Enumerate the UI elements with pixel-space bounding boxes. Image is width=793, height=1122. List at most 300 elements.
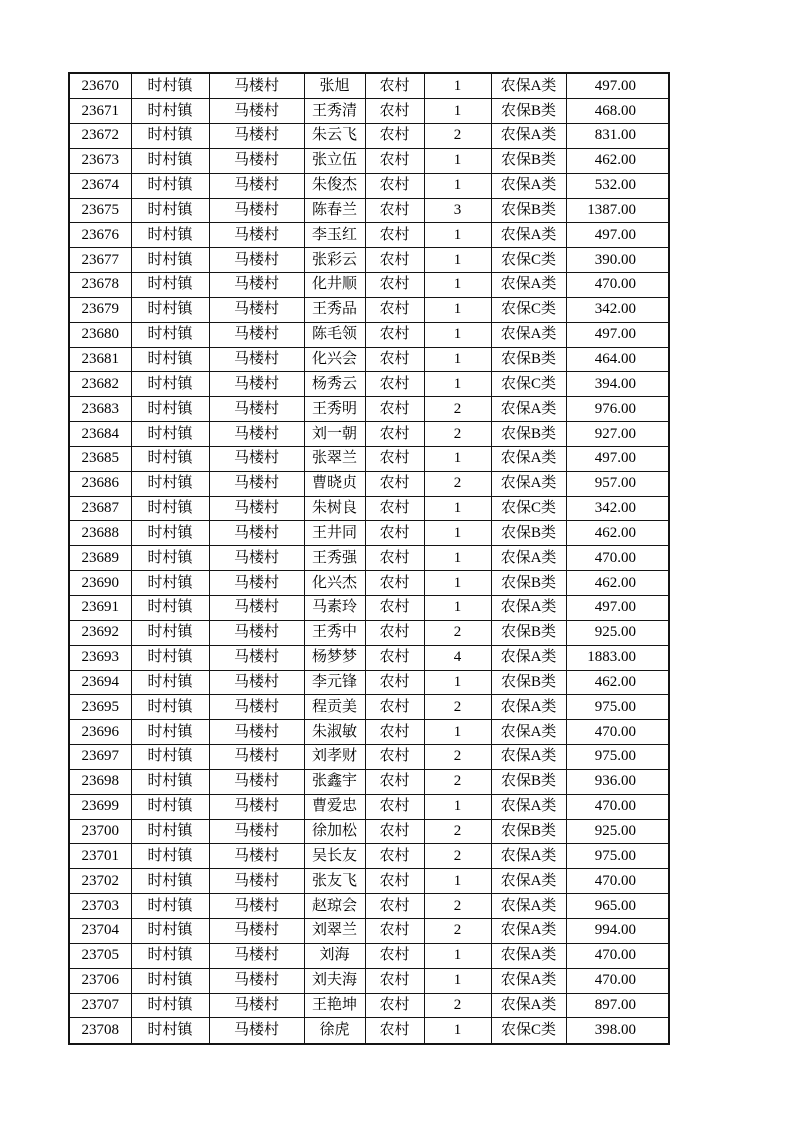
insurance-class-cell: 农保A类 (491, 446, 566, 471)
residence-type-cell: 农村 (365, 123, 424, 148)
insurance-class-cell: 农保B类 (491, 347, 566, 372)
record-id-cell: 23694 (69, 670, 131, 695)
residence-type-cell: 农村 (365, 273, 424, 298)
town-cell: 时村镇 (131, 99, 209, 124)
village-cell: 马楼村 (209, 844, 304, 869)
insurance-class-cell: 农保A类 (491, 968, 566, 993)
table-row (69, 571, 669, 596)
person-name-cell: 杨梦梦 (304, 645, 365, 670)
table-row (69, 869, 669, 894)
record-id-cell: 23703 (69, 894, 131, 919)
person-count-cell: 1 (424, 571, 491, 596)
person-name-cell: 刘海 (304, 943, 365, 968)
town-cell: 时村镇 (131, 794, 209, 819)
person-count-cell: 1 (424, 794, 491, 819)
town-cell: 时村镇 (131, 943, 209, 968)
amount-cell: 470.00 (566, 869, 669, 894)
table-row (69, 769, 669, 794)
town-cell: 时村镇 (131, 695, 209, 720)
amount-cell: 470.00 (566, 720, 669, 745)
insurance-class-cell: 农保A类 (491, 471, 566, 496)
record-id-cell: 23695 (69, 695, 131, 720)
table-row (69, 968, 669, 993)
insurance-class-cell: 农保A类 (491, 596, 566, 621)
village-cell: 马楼村 (209, 422, 304, 447)
person-name-cell: 张鑫宇 (304, 769, 365, 794)
record-id-cell: 23691 (69, 596, 131, 621)
amount-cell: 462.00 (566, 148, 669, 173)
person-count-cell: 1 (424, 248, 491, 273)
table-row (69, 173, 669, 198)
amount-cell: 497.00 (566, 223, 669, 248)
record-id-cell: 23680 (69, 322, 131, 347)
record-id-cell: 23692 (69, 620, 131, 645)
town-cell: 时村镇 (131, 596, 209, 621)
record-id-cell: 23702 (69, 869, 131, 894)
amount-cell: 497.00 (566, 73, 669, 99)
table-row (69, 372, 669, 397)
amount-cell: 994.00 (566, 918, 669, 943)
insurance-class-cell: 农保A类 (491, 546, 566, 571)
insurance-class-cell: 农保A类 (491, 73, 566, 99)
village-cell: 马楼村 (209, 894, 304, 919)
amount-cell: 965.00 (566, 894, 669, 919)
amount-cell: 497.00 (566, 322, 669, 347)
table-row (69, 745, 669, 770)
person-count-cell: 2 (424, 769, 491, 794)
person-count-cell: 2 (424, 894, 491, 919)
town-cell: 时村镇 (131, 769, 209, 794)
insurance-class-cell: 农保B类 (491, 198, 566, 223)
town-cell: 时村镇 (131, 869, 209, 894)
village-cell: 马楼村 (209, 645, 304, 670)
record-id-cell: 23686 (69, 471, 131, 496)
village-cell: 马楼村 (209, 620, 304, 645)
residence-type-cell: 农村 (365, 869, 424, 894)
person-count-cell: 1 (424, 446, 491, 471)
table-row (69, 1018, 669, 1044)
residence-type-cell: 农村 (365, 844, 424, 869)
person-name-cell: 朱俊杰 (304, 173, 365, 198)
person-name-cell: 曹爱忠 (304, 794, 365, 819)
table-row (69, 148, 669, 173)
record-id-cell: 23690 (69, 571, 131, 596)
person-name-cell: 刘一朝 (304, 422, 365, 447)
residence-type-cell: 农村 (365, 521, 424, 546)
person-count-cell: 1 (424, 148, 491, 173)
person-name-cell: 李元锋 (304, 670, 365, 695)
residence-type-cell: 农村 (365, 471, 424, 496)
village-cell: 马楼村 (209, 446, 304, 471)
village-cell: 马楼村 (209, 297, 304, 322)
record-id-cell: 23682 (69, 372, 131, 397)
village-cell: 马楼村 (209, 248, 304, 273)
town-cell: 时村镇 (131, 918, 209, 943)
insurance-class-cell: 农保B类 (491, 99, 566, 124)
town-cell: 时村镇 (131, 571, 209, 596)
town-cell: 时村镇 (131, 819, 209, 844)
person-count-cell: 1 (424, 1018, 491, 1044)
village-cell: 马楼村 (209, 347, 304, 372)
table-row (69, 645, 669, 670)
town-cell: 时村镇 (131, 297, 209, 322)
town-cell: 时村镇 (131, 496, 209, 521)
insurance-class-cell: 农保A类 (491, 273, 566, 298)
record-id-cell: 23678 (69, 273, 131, 298)
record-id-cell: 23683 (69, 397, 131, 422)
amount-cell: 927.00 (566, 422, 669, 447)
village-cell: 马楼村 (209, 521, 304, 546)
table-row (69, 347, 669, 372)
table-row (69, 521, 669, 546)
village-cell: 马楼村 (209, 471, 304, 496)
person-count-cell: 1 (424, 223, 491, 248)
residence-type-cell: 农村 (365, 993, 424, 1018)
insurance-class-cell: 农保B类 (491, 422, 566, 447)
residence-type-cell: 农村 (365, 968, 424, 993)
amount-cell: 976.00 (566, 397, 669, 422)
person-name-cell: 刘翠兰 (304, 918, 365, 943)
amount-cell: 462.00 (566, 521, 669, 546)
table-row (69, 273, 669, 298)
table-row (69, 894, 669, 919)
amount-cell: 925.00 (566, 819, 669, 844)
village-cell: 马楼村 (209, 720, 304, 745)
insurance-class-cell: 农保A类 (491, 695, 566, 720)
table-row (69, 670, 669, 695)
person-name-cell: 王秀清 (304, 99, 365, 124)
table-body (69, 73, 669, 1044)
village-cell: 马楼村 (209, 869, 304, 894)
town-cell: 时村镇 (131, 720, 209, 745)
amount-cell: 831.00 (566, 123, 669, 148)
amount-cell: 925.00 (566, 620, 669, 645)
table-row (69, 471, 669, 496)
village-cell: 马楼村 (209, 943, 304, 968)
amount-cell: 497.00 (566, 596, 669, 621)
insurance-class-cell: 农保B类 (491, 769, 566, 794)
table-row (69, 695, 669, 720)
table-row (69, 322, 669, 347)
record-id-cell: 23685 (69, 446, 131, 471)
residence-type-cell: 农村 (365, 496, 424, 521)
table-row (69, 819, 669, 844)
amount-cell: 1387.00 (566, 198, 669, 223)
person-name-cell: 杨秀云 (304, 372, 365, 397)
town-cell: 时村镇 (131, 968, 209, 993)
person-count-cell: 1 (424, 273, 491, 298)
table-row (69, 446, 669, 471)
insurance-class-cell: 农保A类 (491, 943, 566, 968)
person-count-cell: 1 (424, 173, 491, 198)
insurance-class-cell: 农保A类 (491, 794, 566, 819)
residence-type-cell: 农村 (365, 372, 424, 397)
record-id-cell: 23687 (69, 496, 131, 521)
village-cell: 马楼村 (209, 99, 304, 124)
person-count-cell: 2 (424, 745, 491, 770)
person-name-cell: 陈春兰 (304, 198, 365, 223)
record-id-cell: 23707 (69, 993, 131, 1018)
insurance-class-cell: 农保B类 (491, 148, 566, 173)
amount-cell: 462.00 (566, 670, 669, 695)
residence-type-cell: 农村 (365, 943, 424, 968)
person-count-cell: 2 (424, 422, 491, 447)
person-count-cell: 2 (424, 993, 491, 1018)
record-id-cell: 23675 (69, 198, 131, 223)
town-cell: 时村镇 (131, 446, 209, 471)
insurance-class-cell: 农保A类 (491, 397, 566, 422)
table-row (69, 123, 669, 148)
amount-cell: 470.00 (566, 794, 669, 819)
person-count-cell: 2 (424, 397, 491, 422)
town-cell: 时村镇 (131, 645, 209, 670)
record-id-cell: 23676 (69, 223, 131, 248)
amount-cell: 897.00 (566, 993, 669, 1018)
amount-cell: 390.00 (566, 248, 669, 273)
person-name-cell: 化兴会 (304, 347, 365, 372)
table-row (69, 596, 669, 621)
residence-type-cell: 农村 (365, 322, 424, 347)
person-count-cell: 2 (424, 471, 491, 496)
table-row (69, 993, 669, 1018)
person-name-cell: 张彩云 (304, 248, 365, 273)
amount-cell: 342.00 (566, 297, 669, 322)
village-cell: 马楼村 (209, 571, 304, 596)
table-row (69, 620, 669, 645)
residence-type-cell: 农村 (365, 99, 424, 124)
record-id-cell: 23698 (69, 769, 131, 794)
person-count-cell: 2 (424, 844, 491, 869)
person-count-cell: 1 (424, 347, 491, 372)
amount-cell: 464.00 (566, 347, 669, 372)
person-count-cell: 1 (424, 521, 491, 546)
residence-type-cell: 农村 (365, 1018, 424, 1044)
person-count-cell: 3 (424, 198, 491, 223)
person-name-cell: 徐虎 (304, 1018, 365, 1044)
town-cell: 时村镇 (131, 198, 209, 223)
person-count-cell: 1 (424, 372, 491, 397)
person-name-cell: 王秀强 (304, 546, 365, 571)
insurance-class-cell: 农保A类 (491, 720, 566, 745)
person-count-cell: 1 (424, 968, 491, 993)
village-cell: 马楼村 (209, 745, 304, 770)
residence-type-cell: 农村 (365, 918, 424, 943)
person-count-cell: 1 (424, 670, 491, 695)
table-row (69, 223, 669, 248)
residence-type-cell: 农村 (365, 397, 424, 422)
person-name-cell: 王艳坤 (304, 993, 365, 1018)
insurance-class-cell: 农保B类 (491, 521, 566, 546)
residence-type-cell: 农村 (365, 769, 424, 794)
town-cell: 时村镇 (131, 223, 209, 248)
table-row (69, 397, 669, 422)
village-cell: 马楼村 (209, 173, 304, 198)
insurance-class-cell: 农保A类 (491, 223, 566, 248)
table-row (69, 918, 669, 943)
town-cell: 时村镇 (131, 422, 209, 447)
record-id-cell: 23693 (69, 645, 131, 670)
table-row (69, 198, 669, 223)
insurance-class-cell: 农保B类 (491, 620, 566, 645)
residence-type-cell: 农村 (365, 446, 424, 471)
person-name-cell: 张立伍 (304, 148, 365, 173)
town-cell: 时村镇 (131, 273, 209, 298)
record-id-cell: 23672 (69, 123, 131, 148)
residence-type-cell: 农村 (365, 670, 424, 695)
amount-cell: 470.00 (566, 273, 669, 298)
person-name-cell: 曹晓贞 (304, 471, 365, 496)
amount-cell: 975.00 (566, 844, 669, 869)
insurance-class-cell: 农保C类 (491, 496, 566, 521)
town-cell: 时村镇 (131, 521, 209, 546)
residence-type-cell: 农村 (365, 894, 424, 919)
person-name-cell: 朱树良 (304, 496, 365, 521)
residence-type-cell: 农村 (365, 819, 424, 844)
person-name-cell: 王秀明 (304, 397, 365, 422)
town-cell: 时村镇 (131, 546, 209, 571)
town-cell: 时村镇 (131, 620, 209, 645)
record-id-cell: 23699 (69, 794, 131, 819)
insurance-class-cell: 农保A类 (491, 993, 566, 1018)
person-count-cell: 2 (424, 695, 491, 720)
person-name-cell: 张翠兰 (304, 446, 365, 471)
insurance-class-cell: 农保A类 (491, 894, 566, 919)
residence-type-cell: 农村 (365, 248, 424, 273)
person-name-cell: 张友飞 (304, 869, 365, 894)
record-id-cell: 23706 (69, 968, 131, 993)
record-id-cell: 23705 (69, 943, 131, 968)
person-name-cell: 刘夫海 (304, 968, 365, 993)
village-cell: 马楼村 (209, 73, 304, 99)
person-name-cell: 朱淑敏 (304, 720, 365, 745)
table-row (69, 99, 669, 124)
record-id-cell: 23681 (69, 347, 131, 372)
town-cell: 时村镇 (131, 471, 209, 496)
person-name-cell: 马素玲 (304, 596, 365, 621)
record-id-cell: 23700 (69, 819, 131, 844)
town-cell: 时村镇 (131, 322, 209, 347)
table-row (69, 546, 669, 571)
record-id-cell: 23708 (69, 1018, 131, 1044)
village-cell: 马楼村 (209, 794, 304, 819)
village-cell: 马楼村 (209, 670, 304, 695)
person-name-cell: 赵琼会 (304, 894, 365, 919)
insurance-class-cell: 农保A类 (491, 918, 566, 943)
benefit-roster-table (68, 72, 670, 1045)
village-cell: 马楼村 (209, 223, 304, 248)
town-cell: 时村镇 (131, 844, 209, 869)
insurance-class-cell: 农保C类 (491, 297, 566, 322)
record-id-cell: 23677 (69, 248, 131, 273)
insurance-class-cell: 农保C类 (491, 248, 566, 273)
town-cell: 时村镇 (131, 372, 209, 397)
town-cell: 时村镇 (131, 123, 209, 148)
village-cell: 马楼村 (209, 372, 304, 397)
amount-cell: 470.00 (566, 943, 669, 968)
town-cell: 时村镇 (131, 347, 209, 372)
town-cell: 时村镇 (131, 745, 209, 770)
person-count-cell: 1 (424, 720, 491, 745)
insurance-class-cell: 农保B类 (491, 670, 566, 695)
village-cell: 马楼村 (209, 695, 304, 720)
person-name-cell: 徐加松 (304, 819, 365, 844)
person-name-cell: 陈毛领 (304, 322, 365, 347)
residence-type-cell: 农村 (365, 148, 424, 173)
record-id-cell: 23696 (69, 720, 131, 745)
insurance-class-cell: 农保C类 (491, 1018, 566, 1044)
residence-type-cell: 农村 (365, 546, 424, 571)
amount-cell: 398.00 (566, 1018, 669, 1044)
residence-type-cell: 农村 (365, 198, 424, 223)
person-name-cell: 王井同 (304, 521, 365, 546)
residence-type-cell: 农村 (365, 794, 424, 819)
town-cell: 时村镇 (131, 173, 209, 198)
document-page (68, 72, 670, 1045)
amount-cell: 342.00 (566, 496, 669, 521)
table-row (69, 422, 669, 447)
person-count-cell: 1 (424, 99, 491, 124)
insurance-class-cell: 农保A类 (491, 173, 566, 198)
village-cell: 马楼村 (209, 496, 304, 521)
person-count-cell: 2 (424, 123, 491, 148)
town-cell: 时村镇 (131, 148, 209, 173)
insurance-class-cell: 农保C类 (491, 372, 566, 397)
amount-cell: 957.00 (566, 471, 669, 496)
residence-type-cell: 农村 (365, 73, 424, 99)
village-cell: 马楼村 (209, 1018, 304, 1044)
person-name-cell: 张旭 (304, 73, 365, 99)
record-id-cell: 23673 (69, 148, 131, 173)
town-cell: 时村镇 (131, 73, 209, 99)
insurance-class-cell: 农保A类 (491, 844, 566, 869)
town-cell: 时村镇 (131, 894, 209, 919)
village-cell: 马楼村 (209, 819, 304, 844)
residence-type-cell: 农村 (365, 422, 424, 447)
person-name-cell: 王秀中 (304, 620, 365, 645)
table-row (69, 943, 669, 968)
person-name-cell: 化兴杰 (304, 571, 365, 596)
village-cell: 马楼村 (209, 596, 304, 621)
insurance-class-cell: 农保A类 (491, 322, 566, 347)
person-count-cell: 1 (424, 297, 491, 322)
record-id-cell: 23674 (69, 173, 131, 198)
table-row (69, 720, 669, 745)
village-cell: 马楼村 (209, 397, 304, 422)
amount-cell: 1883.00 (566, 645, 669, 670)
record-id-cell: 23704 (69, 918, 131, 943)
amount-cell: 470.00 (566, 968, 669, 993)
table-row (69, 844, 669, 869)
person-name-cell: 刘孝财 (304, 745, 365, 770)
amount-cell: 975.00 (566, 745, 669, 770)
residence-type-cell: 农村 (365, 720, 424, 745)
table-row (69, 297, 669, 322)
village-cell: 马楼村 (209, 273, 304, 298)
residence-type-cell: 农村 (365, 596, 424, 621)
person-count-cell: 4 (424, 645, 491, 670)
residence-type-cell: 农村 (365, 745, 424, 770)
residence-type-cell: 农村 (365, 173, 424, 198)
table-row (69, 73, 669, 99)
village-cell: 马楼村 (209, 546, 304, 571)
village-cell: 马楼村 (209, 918, 304, 943)
amount-cell: 462.00 (566, 571, 669, 596)
record-id-cell: 23689 (69, 546, 131, 571)
insurance-class-cell: 农保B类 (491, 571, 566, 596)
amount-cell: 468.00 (566, 99, 669, 124)
person-count-cell: 1 (424, 322, 491, 347)
person-count-cell: 1 (424, 546, 491, 571)
